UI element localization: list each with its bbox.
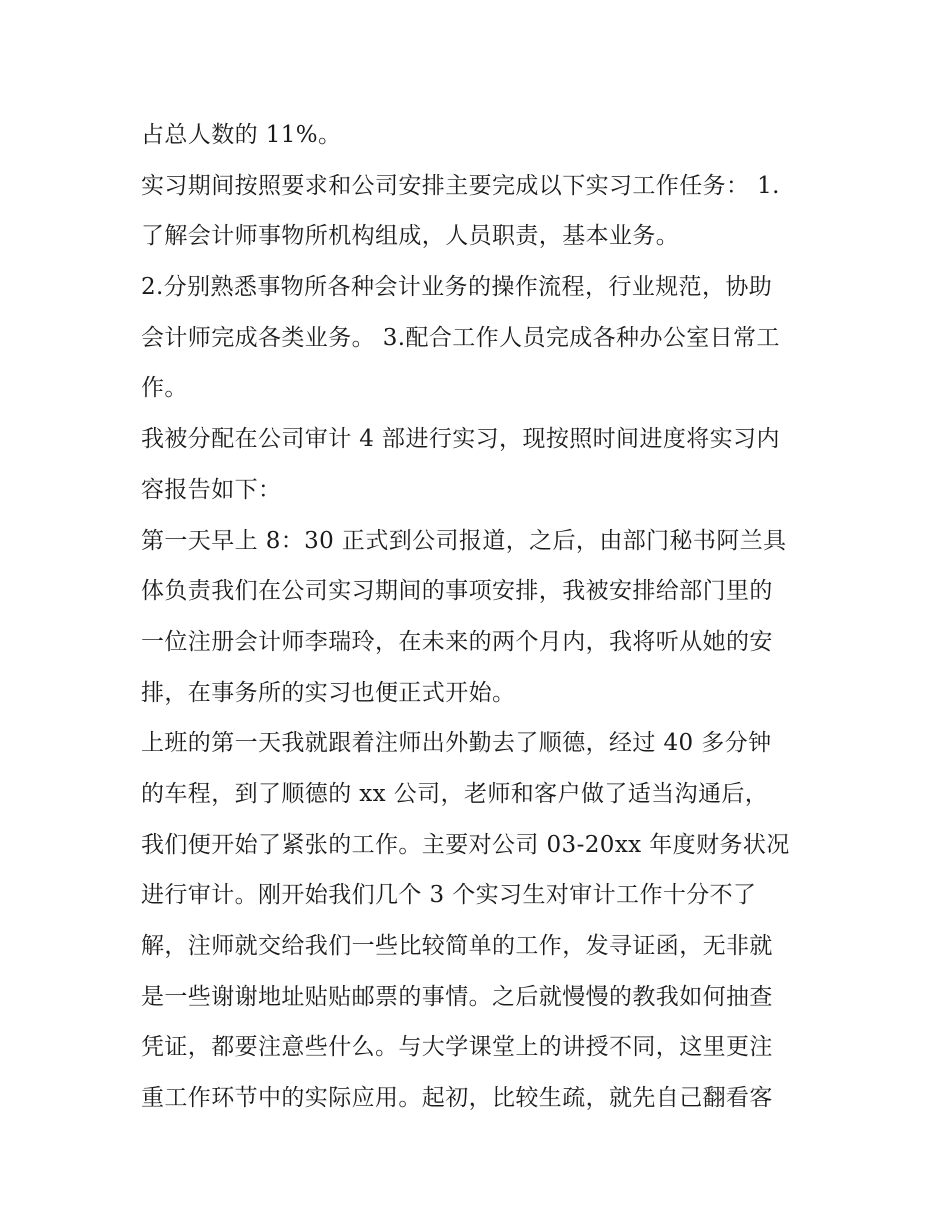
text-line: 凭证，都要注意些什么。与大学课堂上的讲授不同，这里更注 [141, 1034, 773, 1061]
text-line: 上班的第一天我就跟着注师出外勤去了顺德，经过 40 多分钟 [141, 730, 772, 757]
text-line: 第一天早上 8：30 正式到公司报道，之后，由部门秘书阿兰具 [141, 527, 787, 554]
text-line: 了解会计师事物所机构组成，人员职责，基本业务。 [141, 223, 680, 250]
text-line: 进行审计。刚开始我们几个 3 个实习生对审计工作十分不了 [141, 882, 757, 909]
text-line: 排，在事务所的实习也便正式开始。 [141, 679, 516, 706]
text-line: 是一些谢谢地址贴贴邮票的事情。之后就慢慢的教我如何抽查 [141, 983, 773, 1010]
text-line: 解，注师就交给我们一些比较简单的工作，发寻证函，无非就 [141, 933, 773, 959]
text-line: 一位注册会计师李瑞玲，在未来的两个月内，我将听从她的安 [141, 628, 773, 655]
text-line: 重工作环节中的实际应用。起初，比较生疏，就先自己翻看客 [141, 1085, 773, 1112]
text-line: 占总人数的 11%。 [141, 122, 342, 148]
text-line: 我们便开始了紧张的工作。主要对公司 03-20xx 年度财务状况 [141, 831, 790, 858]
text-line: 会计师完成各类业务。 3.配合工作人员完成各种办公室日常工 [141, 324, 780, 351]
text-line: 实习期间按照要求和公司安排主要完成以下实习工作任务： 1. [141, 172, 780, 199]
text-line: 体负责我们在公司实习期间的事项安排，我被安排给部门里的 [141, 578, 773, 605]
text-line: 2.分别熟悉事物所各种会计业务的操作流程，行业规范，协助 [141, 274, 773, 301]
text-line: 的车程，到了顺德的 xx 公司，老师和客户做了适当沟通后， [141, 780, 769, 807]
text-line: 我被分配在公司审计 4 部进行实习，现按照时间进度将实习内 [141, 426, 780, 453]
text-line: 容报告如下： [141, 476, 282, 503]
body-text [141, 110, 821, 1124]
text-line: 作。 [141, 375, 188, 402]
